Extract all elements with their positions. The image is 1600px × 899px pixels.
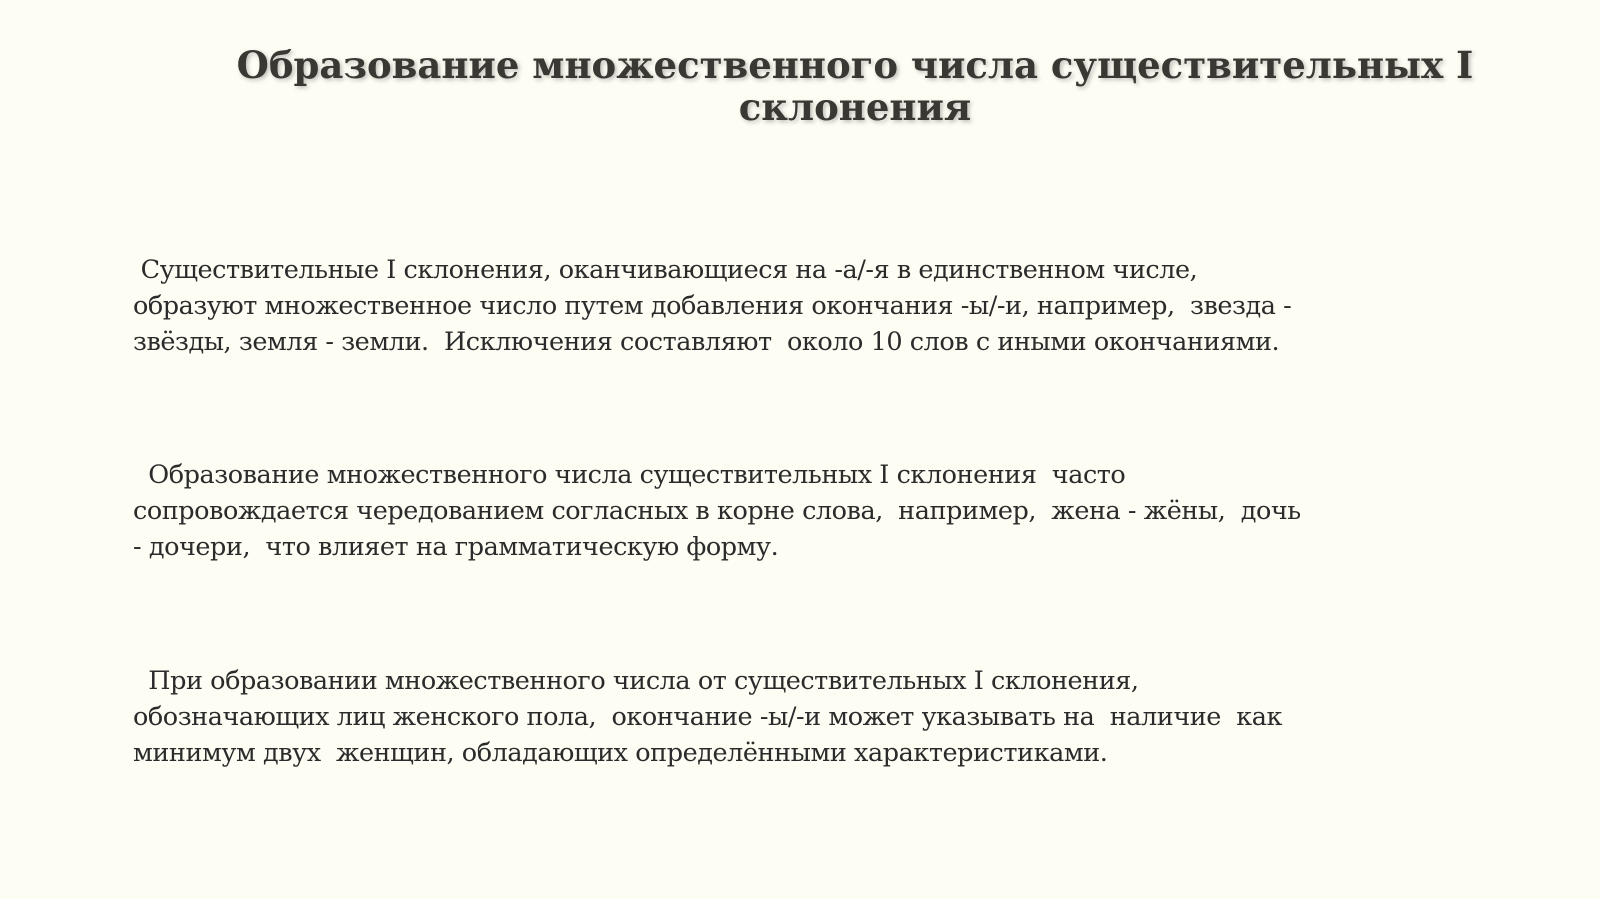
paragraph-3-line-1: При образовании множественного числа от существительных I склонения, (133, 666, 1139, 696)
paragraph-2 (133, 457, 1493, 565)
paragraph-2-line-1: Образование множественного числа существительных I склонения часто (133, 460, 1126, 490)
paragraph-1-line-1: Существительные I склонения, оканчивающиеся на -а/-я в единственном числе, (133, 255, 1198, 285)
paragraph-1-line-3: звёзды, земля - земли. Исключения составляют около 10 слов с иными окончаниями. (133, 327, 1280, 357)
paragraph-2-line-3: - дочери, что влияет на грамматическую форму. (133, 532, 779, 562)
paragraph-1-line-2: образуют множественное число путем добавления окончания -ы/-и, например, звезда - (133, 291, 1292, 321)
paragraph-3 (133, 663, 1493, 771)
paragraph-3-line-2: обозначающих лиц женского пола, окончание -ы/-и может указывать на наличие как (133, 702, 1282, 732)
slide-title: Образование множественного числа существительных I склонения (236, 43, 1474, 129)
paragraph-1 (133, 252, 1493, 360)
paragraph-2-line-2: сопровождается чередованием согласных в корне слова, например, жена - жёны, дочь (133, 496, 1301, 526)
paragraph-3-line-3: минимум двух женщин, обладающих определёнными характеристиками. (133, 738, 1108, 768)
